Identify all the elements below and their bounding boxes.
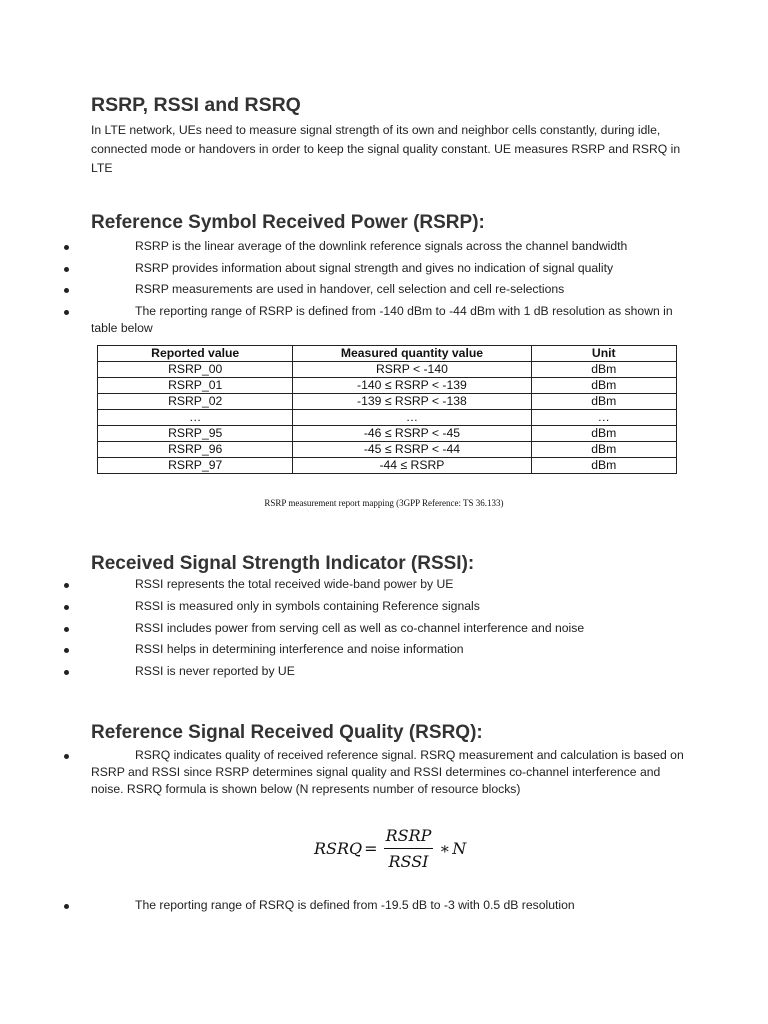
bullet-icon — [64, 583, 69, 588]
column-header: Measured quantity value — [293, 346, 531, 362]
table-cell: dBm — [531, 458, 676, 474]
bullet-icon — [64, 627, 69, 632]
bullet-icon — [64, 648, 69, 653]
table-row — [98, 426, 677, 442]
table-cell: RSRP < -140 — [293, 362, 531, 378]
rssi-heading: Received Signal Strength Indicator (RSSI): — [91, 553, 475, 574]
table-caption: RSRP measurement report mapping (3GPP Reference: TS 36.133) — [264, 498, 504, 508]
formula-times: ∗ — [439, 839, 451, 858]
table-cell: -46 ≤ RSRP < -45 — [293, 426, 531, 442]
table-cell: … — [293, 410, 531, 426]
bullet-icon — [64, 288, 69, 293]
rsrp-heading: Reference Symbol Received Power (RSRP): — [91, 212, 485, 233]
table-row — [98, 378, 677, 394]
bullet-icon — [64, 605, 69, 610]
bullet-text: RSRQ indicates quality of received reference signal. RSRQ measurement and calculation is based on RSRP and RSSI since RSRP determines signal quality and RSSI determines co-channel interference and noise. RSRQ formula is shown below (N represents number of resource blocks) — [91, 748, 684, 796]
rsrq-heading: Reference Signal Received Quality (RSRQ): — [91, 722, 483, 743]
bullet-text: RSSI is never reported by UE — [135, 664, 295, 678]
page-title: RSRP, RSSI and RSRQ — [91, 94, 301, 116]
bullet-icon — [64, 245, 69, 250]
table-cell: dBm — [531, 394, 676, 410]
bullet-text: RSRP provides information about signal strength and gives no indication of signal quality — [135, 261, 614, 275]
table-cell: RSRP_00 — [98, 362, 293, 378]
rsrp-mapping-table — [97, 345, 677, 474]
table-row — [98, 458, 677, 474]
bullet-text: RSSI includes power from serving cell as well as co-channel interference and noise — [135, 621, 585, 635]
formula-factor: N — [452, 839, 467, 858]
table-cell: -45 ≤ RSRP < -44 — [293, 442, 531, 458]
table-cell: RSRP_96 — [98, 442, 293, 458]
bullet-icon — [64, 310, 69, 315]
table-row — [98, 442, 677, 458]
intro-paragraph: In LTE network, UEs need to measure signal strength of its own and neighbor cells constantly, during idle, connected mode or handovers in order to keep the signal quality constant. UE measures RSRP and RSRQ in LTE — [91, 123, 681, 175]
table-cell: dBm — [531, 426, 676, 442]
bullet-text: The reporting range of RSRQ is defined from -19.5 dB to -3 with 0.5 dB resolution — [135, 898, 575, 912]
bullet-icon — [64, 267, 69, 272]
table-row — [98, 362, 677, 378]
table-row — [98, 394, 677, 410]
table-header-row — [98, 346, 677, 362]
formula-numerator: RSRP — [384, 826, 434, 849]
formula-equals: = — [364, 839, 378, 858]
table-cell: -140 ≤ RSRP < -139 — [293, 378, 531, 394]
table-cell: … — [98, 410, 293, 426]
column-header: Unit — [531, 346, 676, 362]
bullet-text: RSSI helps in determining interference and noise information — [135, 642, 464, 656]
bullet-text: RSSI is measured only in symbols containing Reference signals — [135, 599, 480, 613]
bullet-text: RSRP is the linear average of the downlink reference signals across the channel bandwidth — [135, 239, 628, 253]
table-cell: RSRP_97 — [98, 458, 293, 474]
formula-fraction — [384, 826, 434, 871]
table-row — [98, 410, 677, 426]
formula-denominator: RSSI — [388, 852, 429, 871]
bullet-text: RSSI represents the total received wide-band power by UE — [135, 577, 454, 591]
table-cell: dBm — [531, 362, 676, 378]
table-cell: dBm — [531, 378, 676, 394]
bullet-text: The reporting range of RSRP is defined from -140 dBm to -44 dBm with 1 dB resolution as shown in table below — [91, 304, 673, 335]
table-cell: RSRP_95 — [98, 426, 293, 442]
column-header: Reported value — [98, 346, 293, 362]
table-cell: … — [531, 410, 676, 426]
bullet-icon — [64, 754, 69, 759]
bullet-icon — [64, 904, 69, 909]
table-cell: RSRP_02 — [98, 394, 293, 410]
table-cell: RSRP_01 — [98, 378, 293, 394]
bullet-icon — [64, 670, 69, 675]
bullet-text: RSRP measurements are used in handover, cell selection and cell re-selections — [135, 282, 565, 296]
rsrq-formula — [314, 826, 466, 871]
table-cell: dBm — [531, 442, 676, 458]
formula-lhs: RSRQ — [314, 839, 363, 858]
table-cell: -44 ≤ RSRP — [293, 458, 531, 474]
table-cell: -139 ≤ RSRP < -138 — [293, 394, 531, 410]
